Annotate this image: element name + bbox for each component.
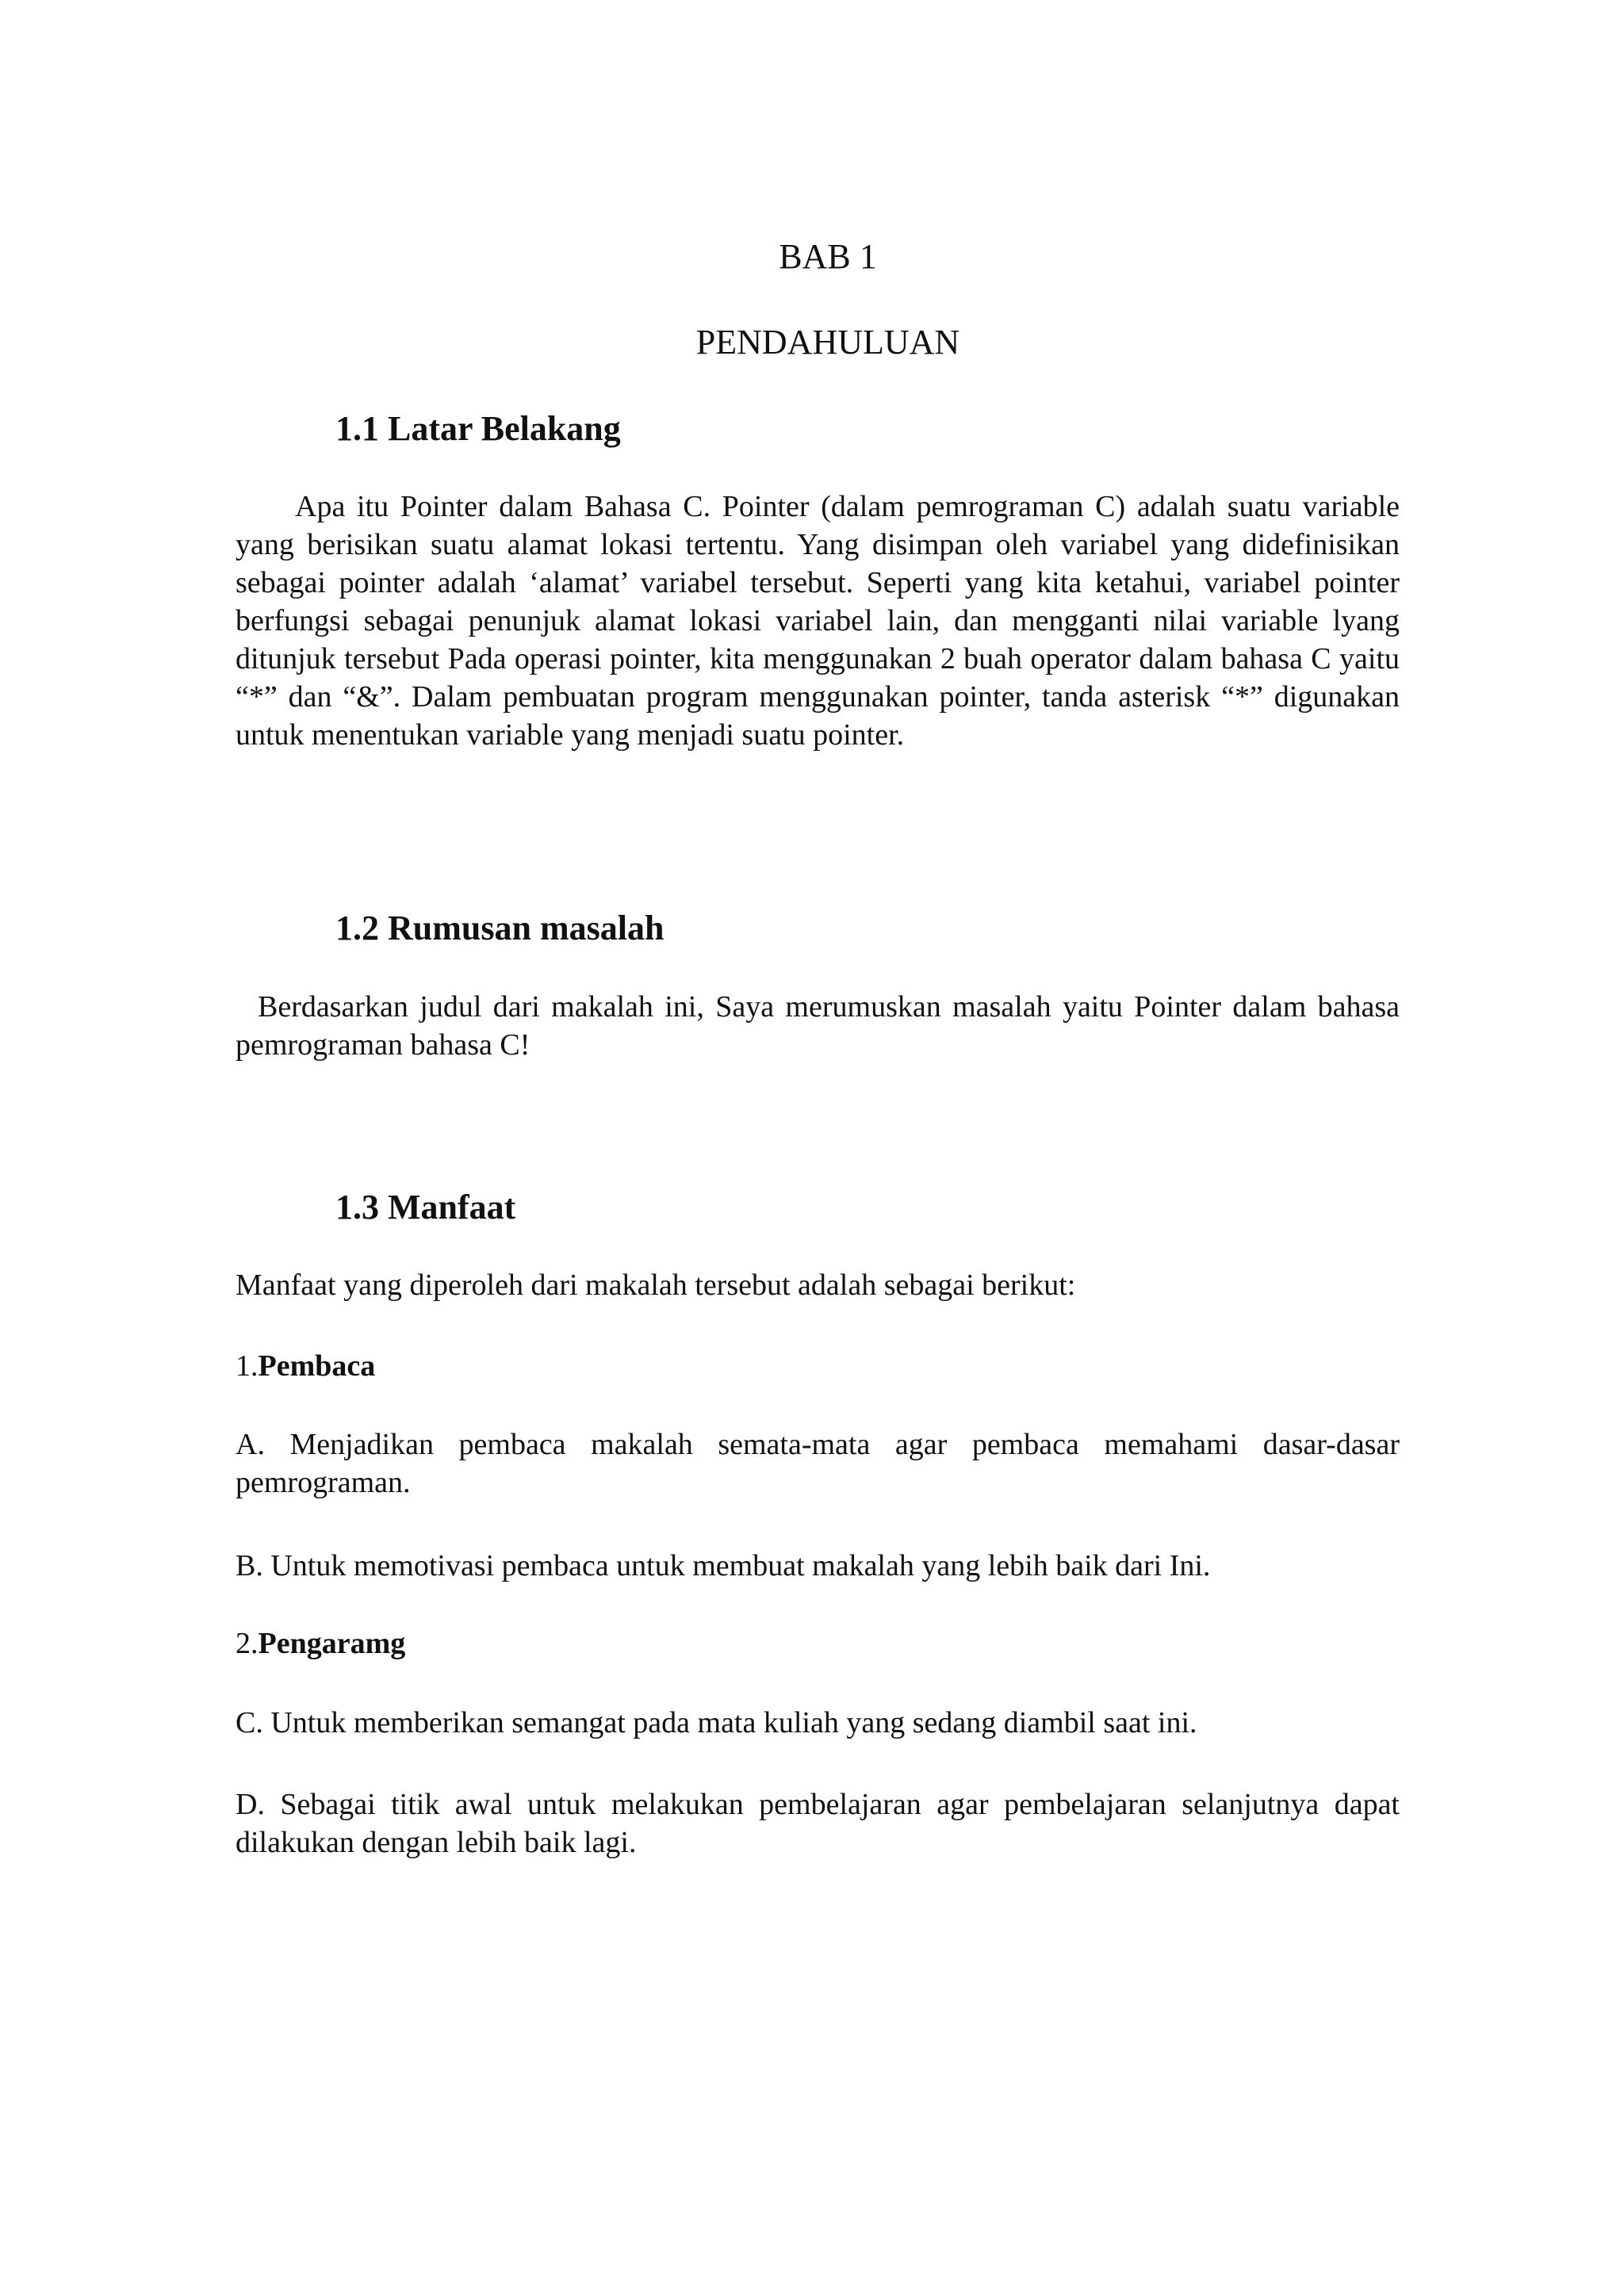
chapter-title: PENDAHULUAN [695, 323, 960, 362]
manfaat-item-c: C. Untuk memberikan semangat pada mata kuliah yang sedang diambil saat ini. [236, 1706, 1197, 1739]
section-heading-rumusan-masalah: 1.2 Rumusan masalah [335, 909, 665, 947]
manfaat-item-b: B. Untuk memotivasi pembaca untuk membuat makalah yang lebih baik dari Ini. [236, 1549, 1211, 1582]
section-heading-manfaat: 1.3 Manfaat [335, 1188, 516, 1226]
manfaat-group-pengaramg [236, 1624, 1400, 1663]
chapter-label: BAB 1 [779, 237, 877, 276]
section-heading-latar-belakang: 1.1 Latar Belakang [335, 409, 621, 448]
group-number: 2. [236, 1627, 259, 1660]
manfaat-item-a: A. Menjadikan pembaca makalah semata-mata agar pembaca memahami dasar-dasar pemrograman. [236, 1428, 1400, 1499]
group-title: Pembaca [258, 1349, 376, 1383]
manfaat-group-pembaca [236, 1347, 1400, 1385]
manfaat-intro: Manfaat yang diperoleh dari makalah tersebut adalah sebagai berikut: [236, 1269, 1076, 1302]
group-title: Pengaramg [258, 1627, 406, 1660]
group-number: 1. [236, 1349, 259, 1383]
paragraph-latar-belakang: Apa itu Pointer dalam Bahasa C. Pointer (dalam pemrograman C) adalah suatu variable yang berisikan suatu alamat lokasi tertentu. Yang disimpan oleh variabel yang didefinisikan sebagai pointer adalah ‘alamat’ variabel tersebut. Seperti yang kita ketahui, variabel pointer berfungsi sebagai penunjuk alamat lokasi variabel lain, dan mengganti nilai variable lyang ditunjuk tersebut Pada operasi pointer, kita menggunakan 2 buah operator dalam bahasa C yaitu “*” dan “&”. Dalam pembuatan program menggunakan pointer, tanda asterisk “*” digunakan untuk menentukan variable yang menjadi suatu pointer. [236, 490, 1400, 752]
paragraph-rumusan-masalah: Berdasarkan judul dari makalah ini, Saya merumuskan masalah yaitu Pointer dalam bahasa pemrograman bahasa C! [236, 990, 1400, 1062]
manfaat-item-d: D. Sebagai titik awal untuk melakukan pembelajaran agar pembelajaran selanjutnya dapat dilakukan dengan lebih baik lagi. [236, 1788, 1400, 1859]
